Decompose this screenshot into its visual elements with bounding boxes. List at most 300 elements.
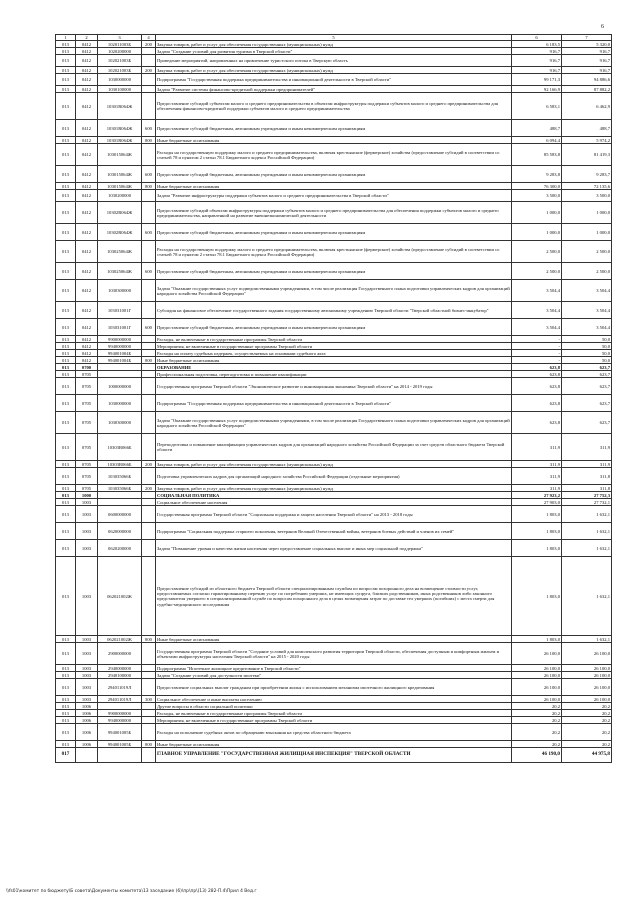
table-row	[56, 241, 612, 263]
section-code-cell: 1006	[76, 724, 98, 741]
section-code-cell: 0412	[76, 319, 98, 336]
planned-amount-cell: 20,2	[512, 703, 562, 710]
expense-type-cell	[142, 343, 156, 350]
executed-amount-cell: 1 632,1	[562, 506, 612, 523]
item-name-cell: Задача "Развитие инфраструктуры поддержки субъектов малого и среднего предпринимательства в Тверской области"	[156, 190, 512, 202]
table-row	[56, 55, 612, 67]
item-name-cell: Предоставление субсидий бюджетным, автономным учреждениям и иным некоммерческим организациям	[156, 120, 512, 137]
planned-amount-cell: 623,8	[512, 378, 562, 395]
planned-amount-cell: 623,8	[512, 395, 562, 412]
item-name-cell: Расходы на государственную поддержку малого и среднего предпринимательства, включая крестьянские (фермерские) хозяйства (предоставление субсидий в соответствии со статьей 78 и пунктом 2 статьи 78.1 Бюджетного кодекса Российской Федерации)	[156, 144, 512, 166]
planned-amount-cell: 76 300,0	[512, 183, 562, 190]
item-name-cell: Задача "Создание условий для развития туризма в Тверской области"	[156, 48, 512, 55]
section-code-cell: 0412	[76, 137, 98, 144]
executed-amount-cell: 916,7	[562, 48, 612, 55]
admin-code-cell: 013	[56, 672, 76, 679]
expense-type-cell	[142, 499, 156, 506]
planned-amount-cell: 26 100,0	[512, 643, 562, 665]
target-article-cell	[98, 371, 142, 378]
admin-code-cell: 013	[56, 557, 76, 636]
executed-amount-cell: 26 100,0	[562, 696, 612, 703]
expense-type-cell: 200	[142, 41, 156, 48]
section-code-cell: 0705	[76, 461, 98, 468]
section-code-cell: 0705	[76, 485, 98, 492]
target-article-cell: 1030300000	[98, 412, 142, 434]
item-name-cell: Расходы, не включенные в государственные программы Тверской области	[156, 336, 512, 343]
table-row	[56, 86, 612, 93]
admin-code-cell: 013	[56, 468, 76, 485]
admin-code-cell: 013	[56, 371, 76, 378]
table-row	[56, 67, 612, 74]
target-article-cell: 103025064Ж	[98, 241, 142, 263]
table-row	[56, 492, 612, 499]
admin-code-cell: 013	[56, 343, 76, 350]
expense-type-cell: 200	[142, 67, 156, 74]
executed-amount-cell: 311,8	[562, 485, 612, 492]
target-article-cell: 294011019Л	[98, 696, 142, 703]
planned-amount-cell: 20,2	[512, 717, 562, 724]
admin-code-cell: 013	[56, 55, 76, 67]
table-row	[56, 395, 612, 412]
admin-code-cell: 013	[56, 263, 76, 280]
table-row	[56, 523, 612, 540]
column-number: 3	[98, 35, 142, 41]
expense-type-cell: 600	[142, 224, 156, 241]
section-code-cell: 0705	[76, 371, 98, 378]
admin-code-cell: 013	[56, 717, 76, 724]
executed-amount-cell: 81 419,3	[562, 144, 612, 166]
section-code-cell: 0412	[76, 190, 98, 202]
admin-code-cell: 013	[56, 319, 76, 336]
table-row	[56, 485, 612, 492]
admin-code-cell: 013	[56, 241, 76, 263]
item-name-cell: Предоставление субсидий объектам инфраструктуры поддержки субъектов малого и среднего предпринимательства для обеспечения поддержки субъектов малого и среднего предпринимательства, направленной на развитие внешнеэкономической деятельности	[156, 202, 512, 224]
executed-amount-cell: 1 000,0	[562, 224, 612, 241]
table-row	[56, 93, 612, 120]
table-row	[56, 41, 612, 48]
admin-code-cell: 013	[56, 86, 76, 93]
item-name-cell: Задача "Оказание государственных услуг подведомственными учреждениями, в том числе реализация Государственного плана подготовки управленческих кадров для организаций народного хозяйства Российской Федерации"	[156, 412, 512, 434]
section-code-cell: 1006	[76, 710, 98, 717]
executed-amount-cell: 623,7	[562, 395, 612, 412]
item-name-cell: Предоставление субсидий бюджетным, автономным учреждениям и иным некоммерческим организациям	[156, 319, 512, 336]
executed-amount-cell: 50,0	[562, 336, 612, 343]
item-name-cell: Социальное обеспечение населения	[156, 499, 512, 506]
item-name-cell: Социальное обеспечение и иные выплаты населению	[156, 696, 512, 703]
item-name-cell: Задача "Развитие системы финансово-кредитной поддержки предпринимателей"	[156, 86, 512, 93]
executed-amount-cell: 50,0	[562, 357, 612, 364]
expense-type-cell: 800	[142, 741, 156, 748]
table-row	[56, 302, 612, 319]
expense-type-cell	[142, 724, 156, 741]
target-article-cell: 102021003Б	[98, 55, 142, 67]
admin-code-cell: 013	[56, 499, 76, 506]
expense-type-cell	[142, 93, 156, 120]
expense-type-cell	[142, 336, 156, 343]
item-name-cell: Государственная программа Тверской области "Экономическое развитие и инновационная экономика Тверской области" на 2014 - 2019 годы	[156, 378, 512, 395]
admin-code-cell: 013	[56, 166, 76, 183]
section-code-cell: 1003	[76, 506, 98, 523]
expense-type-cell: 600	[142, 120, 156, 137]
target-article-cell: 1020200000	[98, 48, 142, 55]
executed-amount-cell: 94 886,6	[562, 74, 612, 86]
table-row	[56, 710, 612, 717]
target-article-cell: 062021002Ж	[98, 557, 142, 636]
expense-type-cell: 200	[142, 485, 156, 492]
expense-type-cell	[142, 540, 156, 557]
section-code-cell: 0412	[76, 302, 98, 319]
admin-code-cell: 013	[56, 395, 76, 412]
item-name-cell: Мероприятия, не включенные в государственные программы Тверской области	[156, 343, 512, 350]
admin-code-cell: 013	[56, 540, 76, 557]
item-name-cell: Подпрограмма "Социальная поддержка старшего поколения, ветеранов Великой Отечественной войны, ветеранов боевых действий и членов их семей"	[156, 523, 512, 540]
table-row	[56, 74, 612, 86]
expense-type-cell	[142, 280, 156, 302]
table-row	[56, 643, 612, 665]
executed-amount-cell: 5 974,2	[562, 137, 612, 144]
item-name-cell: Иные бюджетные ассигнования	[156, 741, 512, 748]
section-code-cell: 1003	[76, 672, 98, 679]
expense-type-cell	[142, 74, 156, 86]
planned-amount-cell: 623,8	[512, 364, 562, 371]
item-name-cell: Предоставление субсидий бюджетным, автономным учреждениям и иным некоммерческим организациям	[156, 224, 512, 241]
target-article-cell: 9940000000	[98, 343, 142, 350]
section-code-cell: 0412	[76, 202, 98, 224]
expense-type-cell	[142, 523, 156, 540]
table-row	[56, 357, 612, 364]
planned-amount-cell: 311,9	[512, 461, 562, 468]
section-code-cell: 0412	[76, 241, 98, 263]
admin-code-cell: 013	[56, 492, 76, 499]
item-name-cell: ГЛАВНОЕ УПРАВЛЕНИЕ "ГОСУДАРСТВЕННАЯ ЖИЛИЩНАЯ ИНСПЕКЦИЯ" ТВЕРСКОЙ ОБЛАСТИ	[156, 748, 512, 763]
admin-code-cell: 013	[56, 202, 76, 224]
column-number: 2	[76, 35, 98, 41]
expense-type-cell	[142, 679, 156, 696]
item-name-cell: Профессиональная подготовка, переподготовка и повышение квалификации	[156, 371, 512, 378]
executed-amount-cell: 3 504,4	[562, 302, 612, 319]
table-row	[56, 461, 612, 468]
admin-code-cell: 013	[56, 636, 76, 643]
target-article-cell	[98, 748, 142, 763]
executed-amount-cell: 1 632,1	[562, 557, 612, 636]
executed-amount-cell: 5 320,0	[562, 41, 612, 48]
expense-type-cell	[142, 412, 156, 434]
target-article-cell: 994001004Б	[98, 350, 142, 357]
admin-code-cell: 013	[56, 364, 76, 371]
expense-type-cell: 600	[142, 263, 156, 280]
executed-amount-cell: 20,2	[562, 724, 612, 741]
admin-code-cell: 013	[56, 485, 76, 492]
admin-code-cell: 013	[56, 703, 76, 710]
executed-amount-cell: 1 632,1	[562, 636, 612, 643]
executed-amount-cell: 26 100,0	[562, 672, 612, 679]
section-code-cell: 1003	[76, 557, 98, 636]
expense-type-cell	[142, 748, 156, 763]
section-code-cell: 1003	[76, 679, 98, 696]
expense-type-cell	[142, 144, 156, 166]
planned-amount-cell: 20,2	[512, 710, 562, 717]
expense-type-cell	[142, 703, 156, 710]
section-code-cell: 0412	[76, 93, 98, 120]
executed-amount-cell: 916,7	[562, 67, 612, 74]
planned-amount-cell: -	[512, 350, 562, 357]
executed-amount-cell: 916,7	[562, 55, 612, 67]
target-article-cell: 0620200000	[98, 540, 142, 557]
section-code-cell: 0412	[76, 48, 98, 55]
section-code-cell: 1006	[76, 741, 98, 748]
executed-amount-cell: 72 135,6	[562, 183, 612, 190]
section-code-cell: 0412	[76, 67, 98, 74]
admin-code-cell: 013	[56, 523, 76, 540]
planned-amount-cell: 26 100,0	[512, 696, 562, 703]
item-name-cell: Расходы на исполнение судебных актов по обращению взыскания на средства областного бюджета	[156, 724, 512, 741]
expense-type-cell	[142, 643, 156, 665]
executed-amount-cell: 2 500,0	[562, 263, 612, 280]
executed-amount-cell: 1 632,1	[562, 540, 612, 557]
section-code-cell: 0412	[76, 183, 98, 190]
admin-code-cell: 013	[56, 67, 76, 74]
expense-type-cell	[142, 557, 156, 636]
item-name-cell: Другие вопросы в области социальной политики	[156, 703, 512, 710]
admin-code-cell: 013	[56, 665, 76, 672]
section-code-cell: 1000	[76, 492, 98, 499]
section-code-cell: 0705	[76, 434, 98, 461]
expense-type-cell	[142, 492, 156, 499]
expense-type-cell	[142, 202, 156, 224]
target-article-cell: 9900000000	[98, 710, 142, 717]
section-code-cell	[76, 748, 98, 763]
expense-type-cell	[142, 241, 156, 263]
executed-amount-cell: 20,2	[562, 703, 612, 710]
section-code-cell: 0412	[76, 55, 98, 67]
section-code-cell: 0700	[76, 364, 98, 371]
section-code-cell: 0412	[76, 86, 98, 93]
section-code-cell: 0705	[76, 378, 98, 395]
expense-type-cell	[142, 434, 156, 461]
expense-type-cell	[142, 395, 156, 412]
admin-code-cell: 013	[56, 183, 76, 190]
section-code-cell: 1006	[76, 703, 98, 710]
item-name-cell: Расходы, не включенные в государственные программы Тверской области	[156, 710, 512, 717]
admin-code-cell: 013	[56, 120, 76, 137]
table-row	[56, 679, 612, 696]
item-name-cell: Предоставление субсидий из областного бюджета Тверской области специализированным службам по вопросам похоронного дела на возмещение стоимости услуг, предоставляемых согласно гарантированному перечню услуг по погребению умерших, не имеющих супруга, близких родственников, иных родственников либо законного представителя умершего в специализированной службе по вопросам похоронного дела в целях возмещения затрат по доставке тел умерших (погибших) с места смерти для судебно-медицинского исследования	[156, 557, 512, 636]
executed-amount-cell: 3 504,4	[562, 319, 612, 336]
planned-amount-cell: -	[512, 343, 562, 350]
expense-type-cell	[142, 371, 156, 378]
target-article-cell: 1030000000	[98, 395, 142, 412]
expense-type-cell: 600	[142, 319, 156, 336]
target-article-cell: 1030200000	[98, 190, 142, 202]
table-row	[56, 468, 612, 485]
item-name-cell: Подпрограмма "Государственная поддержка предпринимательства и инновационной деятельности в Тверской области"	[156, 74, 512, 86]
item-name-cell: Задача "Создание условий для доступности ипотеки"	[156, 672, 512, 679]
target-article-cell	[98, 703, 142, 710]
planned-amount-cell: 20,2	[512, 724, 562, 741]
target-article-cell: 10302R064Ж	[98, 202, 142, 224]
table-row	[56, 336, 612, 343]
column-number: 1	[56, 35, 76, 41]
executed-amount-cell: 3 504,4	[562, 280, 612, 302]
table-row	[56, 412, 612, 434]
planned-amount-cell: 26 100,0	[512, 679, 562, 696]
planned-amount-cell: -	[512, 357, 562, 364]
target-article-cell: 102021003Б	[98, 67, 142, 74]
target-article-cell: 2940000000	[98, 665, 142, 672]
executed-amount-cell: 44 975,8	[562, 748, 612, 763]
admin-code-cell: 013	[56, 144, 76, 166]
section-code-cell: 1003	[76, 665, 98, 672]
table-row	[56, 319, 612, 336]
column-number: 7	[562, 35, 612, 41]
admin-code-cell: 013	[56, 357, 76, 364]
column-number: 5	[156, 35, 512, 41]
section-code-cell: 0412	[76, 166, 98, 183]
expense-type-cell	[142, 190, 156, 202]
admin-code-cell: 013	[56, 302, 76, 319]
item-name-cell: Иные бюджетные ассигнования	[156, 183, 512, 190]
target-article-cell: 10301R064Ж	[98, 120, 142, 137]
expense-type-cell	[142, 48, 156, 55]
table-row	[56, 557, 612, 636]
target-article-cell: 10303R066Б	[98, 434, 142, 461]
table-row	[56, 717, 612, 724]
table-row	[56, 166, 612, 183]
executed-amount-cell: 50,0	[562, 350, 612, 357]
executed-amount-cell: 623,7	[562, 364, 612, 371]
planned-amount-cell: 20,2	[512, 741, 562, 748]
target-article-cell: 1000000000	[98, 378, 142, 395]
section-code-cell: 1003	[76, 696, 98, 703]
page-number: 6	[601, 24, 604, 30]
expense-type-cell	[142, 506, 156, 523]
item-name-cell: Государственная программа Тверской области "Социальная поддержка и защита населения Тверской области" на 2013 - 2018 годы	[156, 506, 512, 523]
column-number: 6	[512, 35, 562, 41]
executed-amount-cell: 26 100,0	[562, 643, 612, 665]
admin-code-cell: 013	[56, 190, 76, 202]
table-row	[56, 263, 612, 280]
item-name-cell: Иные бюджетные ассигнования	[156, 137, 512, 144]
executed-amount-cell: 6 462,9	[562, 93, 612, 120]
executed-amount-cell: 9 283,7	[562, 166, 612, 183]
expense-type-cell: 800	[142, 137, 156, 144]
target-article-cell: 10303R066Б	[98, 461, 142, 468]
expense-type-cell	[142, 378, 156, 395]
target-article-cell: 1030300000	[98, 280, 142, 302]
expense-type-cell: 800	[142, 636, 156, 643]
executed-amount-cell: 20,2	[562, 717, 612, 724]
table-row	[56, 48, 612, 55]
section-code-cell: 0705	[76, 395, 98, 412]
item-name-cell: Иные бюджетные ассигнования	[156, 636, 512, 643]
section-code-cell: 1003	[76, 636, 98, 643]
admin-code-cell: 013	[56, 74, 76, 86]
admin-code-cell: 013	[56, 280, 76, 302]
item-name-cell: Задача "Оказание государственных услуг подведомственными учреждениями, в том числе реализация Государственного плана подготовки управленческих кадров для организаций народного хозяйства Российской Федерации"	[156, 280, 512, 302]
planned-amount-cell: 46 190,0	[512, 748, 562, 763]
file-path-footer: \\fs01\комитет по бюджету\Б совета\Документы комитета\13 заседание (6)\пр\пр\(13) 282-П.4\Прил 4 Вед.г	[6, 889, 257, 894]
planned-amount-cell: 9 283,8	[512, 166, 562, 183]
expense-type-cell	[142, 302, 156, 319]
item-name-cell: Предоставление социальных выплат гражданам при приобретении жилья с использованием механизма ипотечного жилищного кредитования	[156, 679, 512, 696]
target-article-cell: 994001005Б	[98, 741, 142, 748]
planned-amount-cell: 26 100,0	[512, 665, 562, 672]
planned-amount-cell: 26 100,0	[512, 672, 562, 679]
planned-amount-cell: -	[512, 336, 562, 343]
admin-code-cell: 017	[56, 748, 76, 763]
section-code-cell: 0412	[76, 343, 98, 350]
table-row	[56, 183, 612, 190]
executed-amount-cell: 26 100,0	[562, 665, 612, 672]
admin-code-cell: 013	[56, 93, 76, 120]
expense-type-cell	[142, 717, 156, 724]
executed-amount-cell: 2 500,0	[562, 241, 612, 263]
expense-type-cell	[142, 86, 156, 93]
table-row	[56, 144, 612, 166]
target-article-cell: 103015064Ж	[98, 166, 142, 183]
target-article-cell: 103031001Г	[98, 302, 142, 319]
executed-amount-cell: 311,8	[562, 468, 612, 485]
planned-amount-cell: 3 504,4	[512, 280, 562, 302]
section-code-cell: 0412	[76, 120, 98, 137]
planned-amount-cell: 488,7	[512, 120, 562, 137]
item-name-cell: Закупка товаров, работ и услуг для обеспечения государственных (муниципальных) нужд	[156, 67, 512, 74]
executed-amount-cell: 87 882,2	[562, 86, 612, 93]
expense-type-cell: 600	[142, 166, 156, 183]
executed-amount-cell: 623,7	[562, 378, 612, 395]
admin-code-cell: 013	[56, 412, 76, 434]
admin-code-cell: 013	[56, 696, 76, 703]
budget-table	[55, 34, 612, 763]
section-code-cell: 0412	[76, 263, 98, 280]
table-row	[56, 378, 612, 395]
section-code-cell: 0412	[76, 357, 98, 364]
target-article-cell: 103015064Ж	[98, 144, 142, 166]
admin-code-cell: 013	[56, 336, 76, 343]
table-row	[56, 120, 612, 137]
admin-code-cell: 013	[56, 48, 76, 55]
admin-code-cell: 013	[56, 41, 76, 48]
executed-amount-cell: 20,2	[562, 710, 612, 717]
target-article-cell: 994001005Б	[98, 724, 142, 741]
planned-amount-cell: 1 803,0	[512, 523, 562, 540]
planned-amount-cell: 1 803,0	[512, 636, 562, 643]
table-row	[56, 202, 612, 224]
target-article-cell: 9940000000	[98, 717, 142, 724]
item-name-cell: Закупка товаров, работ и услуг для обеспечения государственных (муниципальных) нужд	[156, 461, 512, 468]
planned-amount-cell: 311,9	[512, 485, 562, 492]
planned-amount-cell: 6 183,5	[512, 41, 562, 48]
target-article-cell: 103031001Г	[98, 319, 142, 336]
planned-amount-cell: 623,8	[512, 412, 562, 434]
executed-amount-cell: 623,7	[562, 371, 612, 378]
target-article-cell: 1030000000	[98, 74, 142, 86]
executed-amount-cell: 1 632,1	[562, 523, 612, 540]
planned-amount-cell: 623,8	[512, 371, 562, 378]
target-article-cell: 2900000000	[98, 643, 142, 665]
planned-amount-cell: 27 923,2	[512, 492, 562, 499]
table-row	[56, 748, 612, 763]
section-code-cell: 0412	[76, 280, 98, 302]
planned-amount-cell: 3 504,4	[512, 319, 562, 336]
table-row	[56, 371, 612, 378]
table-row	[56, 364, 612, 371]
admin-code-cell: 013	[56, 643, 76, 665]
target-article-cell: 103035066Б	[98, 468, 142, 485]
planned-amount-cell: 1 000,0	[512, 202, 562, 224]
item-name-cell: Переподготовка и повышение квалификации управленческих кадров для организаций народного хозяйства Российской Федерации за счет средств областного бюджета Тверской области	[156, 434, 512, 461]
target-article-cell: 2940100000	[98, 672, 142, 679]
